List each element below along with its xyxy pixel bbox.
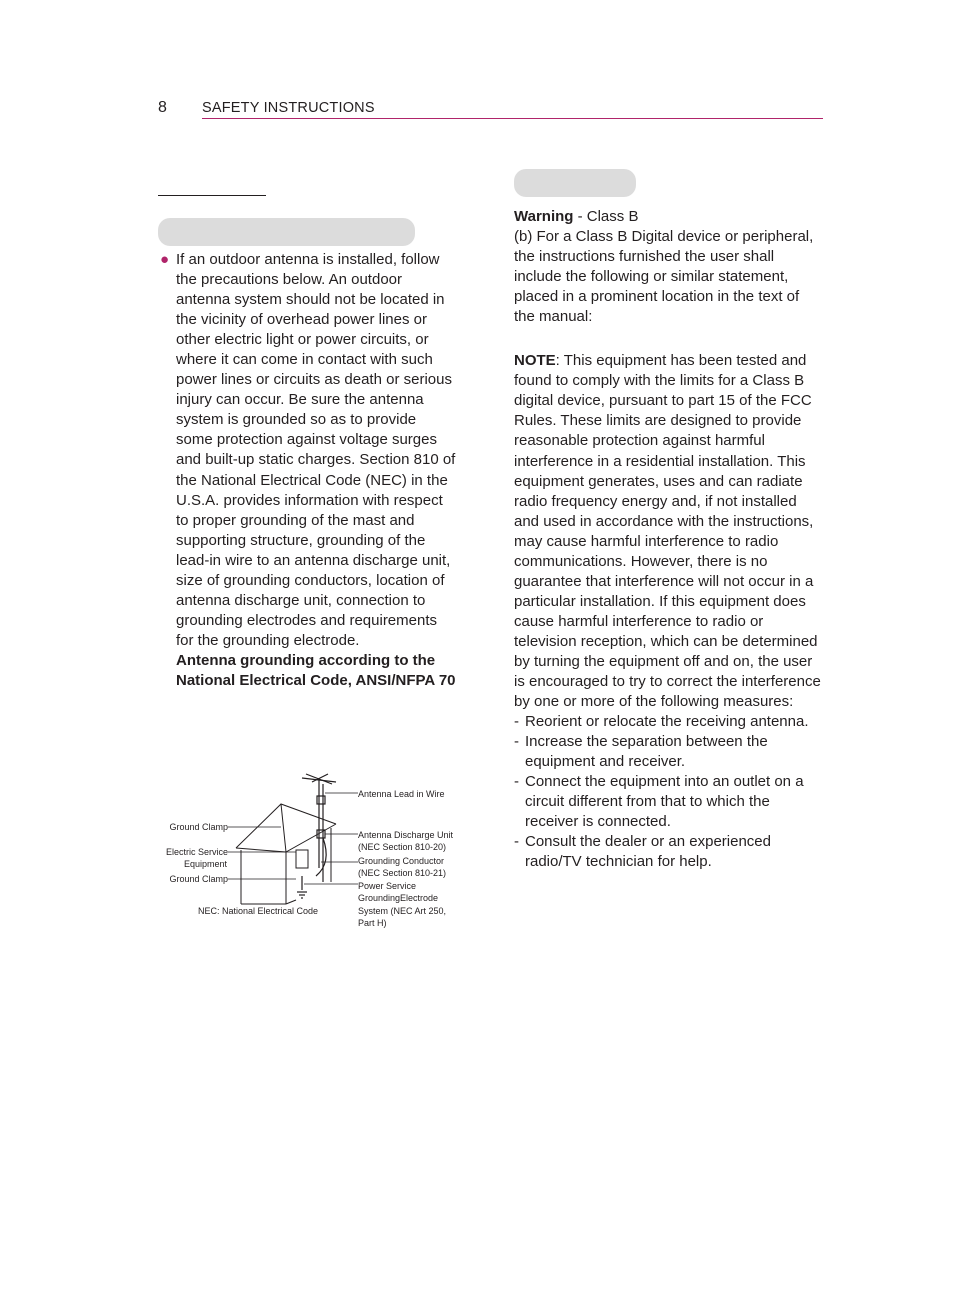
list-item: - Increase the separation between the equipment and receiver.: [514, 733, 768, 771]
measures-list: [514, 712, 824, 872]
note-text: : This equipment has been tested and found to comply with the limits for a Class B digital device, pursuant to part 15 of the FCC Rules. These limits are designed to provide reasonable protection against harmful interference in a residential installation. This equipment generates, uses and can radiate radio frequency energy and, if not installed and used in accordance with the instructions, may cause harmful interference to radio communications. However, there is no guarantee that interference will not occur in a particular installation. If this equipment does cause harmful interference to radio or television reception, which can be determined by turning the equipment off and on, the user is encouraged to try to correct the interference by one or more of the following measures:: [514, 352, 821, 711]
house-outline: [236, 804, 336, 904]
header-divider: [202, 118, 823, 119]
left-heading-bar: [158, 218, 415, 246]
label-power-service: Power Service: [358, 881, 417, 891]
antenna-grounding-diagram: [156, 772, 476, 934]
right-column: [514, 207, 824, 873]
label-nec-810-21: (NEC Section 810-21): [358, 868, 447, 878]
label-antenna-lead-in-wire: Antenna Lead in Wire: [358, 789, 445, 799]
warning-suffix: - Class B: [573, 208, 639, 225]
left-column: [160, 250, 456, 691]
bullet-marker: ●: [160, 251, 170, 268]
antenna-mast: [297, 774, 336, 898]
page-number: 8: [158, 99, 167, 116]
label-nec-caption: NEC: National Electrical Code: [198, 906, 319, 916]
leader-lines: [228, 793, 358, 884]
label-part-h: Part H): [358, 918, 387, 928]
label-electric-service: Electric Service: [165, 847, 228, 857]
right-heading-bar: [514, 169, 636, 197]
label-grounding-conductor: Grounding Conductor: [358, 856, 445, 866]
label-system-nec-art: System (NEC Art 250,: [358, 906, 447, 916]
label-antenna-discharge-unit: Antenna Discharge Unit: [358, 830, 454, 840]
section-title: SAFETY INSTRUCTIONS: [202, 100, 375, 116]
warning-line: [514, 207, 824, 227]
label-grounding-electrode: GroundingElectrode: [358, 893, 439, 903]
note-paragraph: [514, 351, 824, 712]
class-b-text: (b) For a Class B Digital device or peripheral, the instructions furnished the user shall include the following or similar statement, placed in a prominent location in the text of the manual:: [514, 228, 814, 326]
label-equipment: Equipment: [183, 859, 227, 869]
antenna-grounding-heading: Antenna grounding according to the National Electrical Code, ANSI/NFPA 70: [176, 651, 456, 689]
antenna-precautions-text: If an outdoor antenna is installed, follow the precautions below. An outdoor antenna system should not be located in the vicinity of overhead power lines or other electric light or power circuits, or where it can come in contact with such power lines or circuits as death or serious injury can occur. Be sure the antenna system is grounded so as to provide some protection against voltage surges and built-up static charges. Section 810 of the National Electrical Code (NEC) in the U.S.A. provides information with respect to proper grounding of the mast and supporting structure, grounding of the lead-in wire to an antenna discharge unit, size of grounding conductors, location of antenna discharge unit, connection to grounding electrodes and requirements for the grounding electrode.: [176, 251, 456, 649]
label-ground-clamp-bottom: Ground Clamp: [169, 874, 228, 884]
note-label: NOTE: [514, 352, 556, 370]
label-nec-810-20: (NEC Section 810-20): [358, 842, 447, 852]
list-item: - Consult the dealer or an experienced radio/TV technician for help.: [514, 833, 771, 871]
warning-label: Warning: [514, 208, 574, 225]
list-item: - Connect the equipment into an outlet on a circuit different from that to which the receiver is connected.: [514, 773, 804, 831]
list-item: - Reorient or relocate the receiving antenna.: [514, 713, 809, 731]
label-ground-clamp-top: Ground Clamp: [169, 822, 228, 832]
section-rule: [158, 195, 266, 196]
